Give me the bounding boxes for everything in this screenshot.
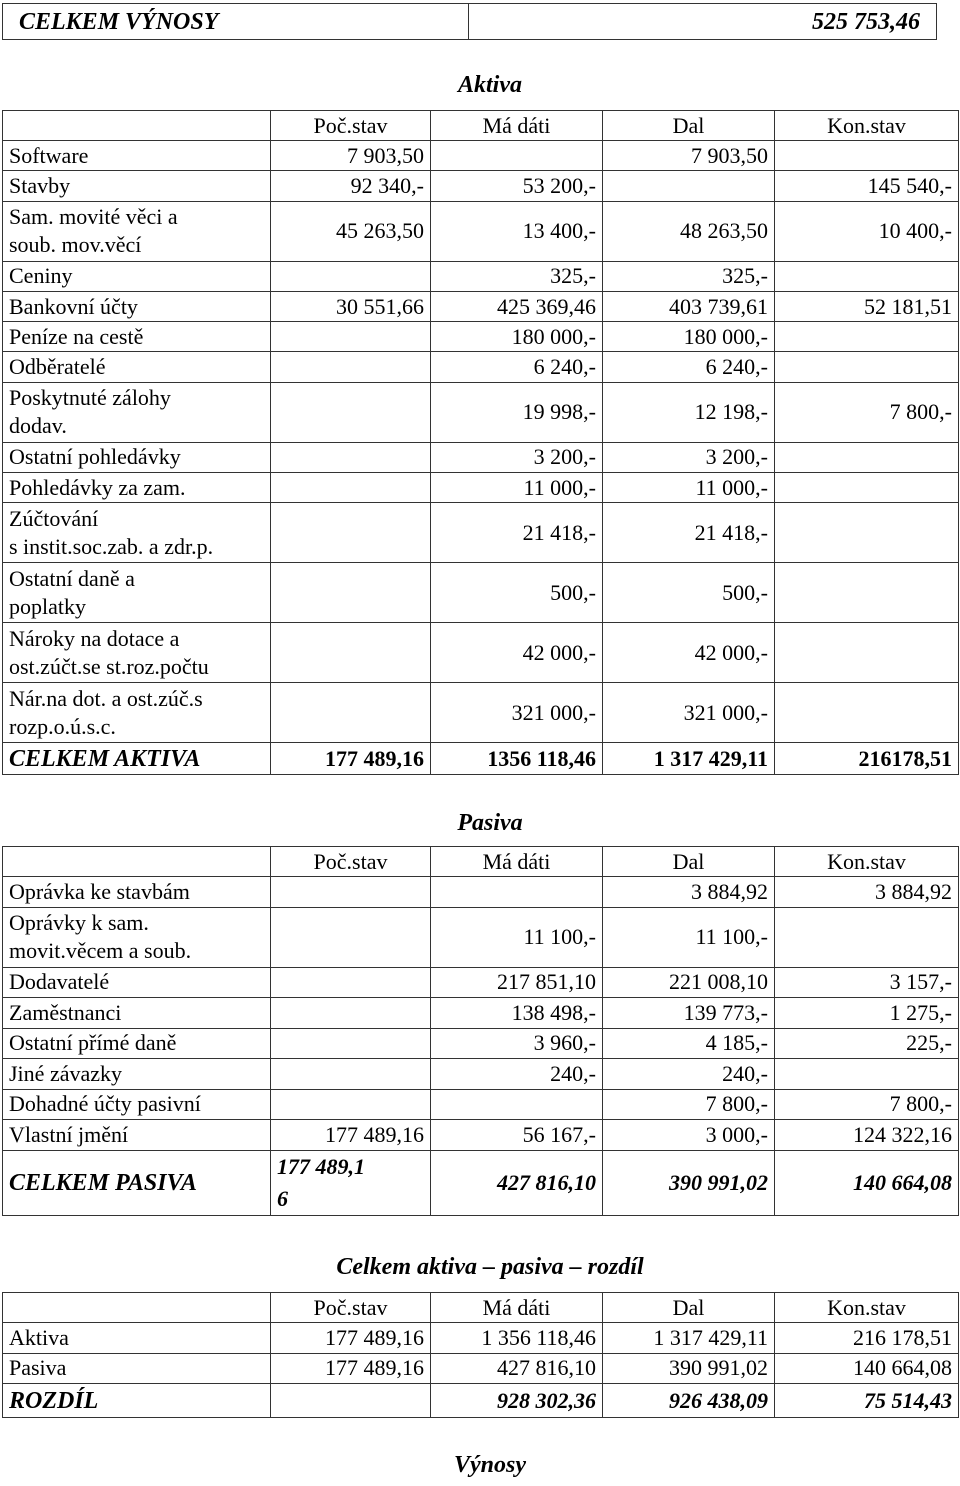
row-label-line: Dohadné účty pasivní: [9, 1091, 201, 1117]
dal-cell: 7 800,-: [603, 1089, 775, 1120]
celkem-vynosy-value: 525 753,46: [469, 4, 937, 40]
ma-dati-cell: [431, 877, 603, 908]
column-header: Má dáti: [431, 111, 603, 141]
table-row: [3, 1120, 959, 1151]
kon-stav-cell: [775, 261, 959, 291]
row-label-line: Jiné závazky: [9, 1060, 122, 1086]
row-label-line: Pasiva: [9, 1355, 67, 1381]
table-row: [3, 442, 959, 472]
poc-stav-cell: [271, 998, 431, 1029]
table-row: [3, 291, 959, 321]
kon-stav-cell: 1 275,-: [775, 998, 959, 1029]
row-label-line: Aktiva: [9, 1324, 69, 1350]
dal-cell: 139 773,-: [603, 998, 775, 1029]
row-label-line: Ostatní pohledávky: [9, 444, 181, 470]
row-label: [3, 683, 271, 743]
table-row: [3, 382, 959, 442]
ma-dati-cell: 500,-: [431, 563, 603, 623]
dal-cell: 48 263,50: [603, 201, 775, 261]
total-dal: 390 991,02: [603, 1150, 775, 1215]
dal-cell: 3 200,-: [603, 442, 775, 472]
table-row: [3, 1059, 959, 1090]
row-label: [3, 623, 271, 683]
ma-dati-cell: 19 998,-: [431, 382, 603, 442]
row-label: [3, 322, 271, 352]
table-row: [3, 473, 959, 503]
row-label-line: Odběratelé: [9, 354, 106, 380]
ma-dati-cell: 42 000,-: [431, 623, 603, 683]
row-label-line: rozp.o.ú.s.c.: [9, 713, 116, 739]
table-row: [3, 261, 959, 291]
poc-stav-cell: [271, 503, 431, 563]
ma-dati-cell: 240,-: [431, 1059, 603, 1090]
dal-cell: 3 000,-: [603, 1120, 775, 1151]
row-label: [3, 503, 271, 563]
ma-dati-cell: 217 851,10: [431, 967, 603, 998]
kon-stav-cell: 124 322,16: [775, 1120, 959, 1151]
kon-stav-cell: [775, 442, 959, 472]
kon-stav-cell: 140 664,08: [775, 1353, 959, 1384]
ma-dati-cell: 425 369,46: [431, 291, 603, 321]
aktiva-body: [3, 111, 959, 775]
row-label: [3, 442, 271, 472]
dal-cell: 221 008,10: [603, 967, 775, 998]
row-label: [3, 141, 271, 171]
row-label-line: Ostatní daně a: [9, 565, 135, 591]
ma-dati-cell: 13 400,-: [431, 201, 603, 261]
row-label-line: Zaměstnanci: [9, 999, 122, 1025]
row-label-line: dodav.: [9, 413, 67, 439]
aktiva-title: Aktiva: [458, 72, 522, 98]
dal-cell: 4 185,-: [603, 1028, 775, 1059]
kon-stav-cell: 52 181,51: [775, 291, 959, 321]
column-header: Dal: [603, 1293, 775, 1323]
kon-stav-cell: 216 178,51: [775, 1323, 959, 1354]
dal-cell: 11 000,-: [603, 473, 775, 503]
poc-stav-cell: [271, 1028, 431, 1059]
kon-stav-cell: 3 884,92: [775, 877, 959, 908]
row-label-line: Ostatní přímé daně: [9, 1030, 177, 1056]
ma-dati-cell: [431, 1089, 603, 1120]
poc-stav-cell: [271, 967, 431, 998]
row-label: [3, 1028, 271, 1059]
kon-stav-cell: [775, 503, 959, 563]
rozdil-title: Celkem aktiva – pasiva – rozdíl: [336, 1254, 644, 1280]
dal-cell: 12 198,-: [603, 382, 775, 442]
dal-cell: [603, 171, 775, 201]
aktiva-table: [2, 110, 959, 775]
ma-dati-cell: 56 167,-: [431, 1120, 603, 1151]
kon-stav-cell: [775, 907, 959, 967]
pasiva-table: [2, 846, 959, 1216]
row-label-line: Vlastní jmění: [9, 1121, 129, 1147]
total-label: ROZDÍL: [3, 1384, 271, 1418]
dal-cell: 42 000,-: [603, 623, 775, 683]
poc-stav-cell: [271, 473, 431, 503]
kon-stav-cell: [775, 141, 959, 171]
row-label-line: Oprávky k sam.: [9, 910, 149, 935]
table-row: [3, 503, 959, 563]
poc-stav-cell: 177 489,16: [271, 1353, 431, 1384]
poc-stav-cell: [271, 623, 431, 683]
ma-dati-cell: 1 356 118,46: [431, 1323, 603, 1354]
ma-dati-cell: 6 240,-: [431, 352, 603, 382]
row-label: [3, 967, 271, 998]
table-row: [3, 141, 959, 171]
table-row: [3, 1089, 959, 1120]
total-poc-stav-line: 6: [277, 1185, 288, 1211]
row-label: [3, 1089, 271, 1120]
column-header: Poč.stav: [271, 111, 431, 141]
column-header: Poč.stav: [271, 1293, 431, 1323]
row-label-line: Nároky na dotace a: [9, 625, 180, 651]
poc-stav-cell: [271, 322, 431, 352]
poc-stav-cell: [271, 1059, 431, 1090]
ma-dati-cell: 3 960,-: [431, 1028, 603, 1059]
row-label-line: Software: [9, 142, 89, 168]
row-label: [3, 877, 271, 908]
poc-stav-cell: 177 489,16: [271, 1323, 431, 1354]
pasiva-title: Pasiva: [457, 810, 523, 836]
row-label-line: Ceniny: [9, 263, 73, 289]
total-poc-stav: 177 489,16: [271, 743, 431, 775]
row-label: [3, 1059, 271, 1090]
row-label: [3, 907, 271, 967]
column-header: Dal: [603, 847, 775, 877]
row-label-line: Poskytnuté zálohy: [9, 385, 171, 411]
kon-stav-cell: 145 540,-: [775, 171, 959, 201]
table-row: [3, 623, 959, 683]
row-label: [3, 1353, 271, 1384]
header-row: [3, 847, 959, 877]
table-row: [3, 1323, 959, 1354]
header-blank: [3, 847, 271, 877]
total-ma-dati: 427 816,10: [431, 1150, 603, 1215]
poc-stav-cell: 177 489,16: [271, 1120, 431, 1151]
ma-dati-cell: 325,-: [431, 261, 603, 291]
total-row: [3, 743, 959, 775]
ma-dati-cell: 180 000,-: [431, 322, 603, 352]
row-label-line: Peníze na cestě: [9, 323, 144, 349]
total-label: CELKEM PASIVA: [3, 1150, 271, 1215]
total-ma-dati: 1356 118,46: [431, 743, 603, 775]
row-label: [3, 261, 271, 291]
kon-stav-cell: [775, 623, 959, 683]
kon-stav-cell: [775, 352, 959, 382]
total-row: [3, 1384, 959, 1418]
row-label-line: Stavby: [9, 172, 71, 198]
ma-dati-cell: 427 816,10: [431, 1353, 603, 1384]
ma-dati-cell: 11 100,-: [431, 907, 603, 967]
table-row: [3, 967, 959, 998]
row-label-line: Dodavatelé: [9, 969, 110, 995]
total-dal: 1 317 429,11: [603, 743, 775, 775]
table-row: [3, 563, 959, 623]
row-label: [3, 1323, 271, 1354]
table-row: [3, 352, 959, 382]
row-label-line: poplatky: [9, 593, 86, 619]
row-label-line: Bankovní účty: [9, 293, 138, 319]
poc-stav-cell: [271, 442, 431, 472]
row-label-line: Oprávka ke stavbám: [9, 878, 190, 904]
poc-stav-cell: [271, 563, 431, 623]
dal-cell: 325,-: [603, 261, 775, 291]
table-row: [3, 1028, 959, 1059]
total-kon-stav: 140 664,08: [775, 1150, 959, 1215]
ma-dati-cell: [431, 141, 603, 171]
total-kon-stav: 216178,51: [775, 743, 959, 775]
row-label: [3, 291, 271, 321]
ma-dati-cell: 3 200,-: [431, 442, 603, 472]
dal-cell: 6 240,-: [603, 352, 775, 382]
kon-stav-cell: 7 800,-: [775, 382, 959, 442]
dal-cell: 21 418,-: [603, 503, 775, 563]
dal-cell: 7 903,50: [603, 141, 775, 171]
row-label-line: Zúčtování: [9, 505, 99, 531]
header-blank: [3, 111, 271, 141]
table-row: [3, 322, 959, 352]
row-label-line: Pohledávky za zam.: [9, 474, 186, 500]
total-label: CELKEM AKTIVA: [3, 743, 271, 775]
table-row: [3, 907, 959, 967]
kon-stav-cell: [775, 683, 959, 743]
dal-cell: 240,-: [603, 1059, 775, 1090]
table-row: [3, 877, 959, 908]
total-dal: 926 438,09: [603, 1384, 775, 1418]
column-header: Kon.stav: [775, 847, 959, 877]
vynosy-title: Výnosy: [454, 1452, 526, 1478]
table-row: [3, 171, 959, 201]
poc-stav-cell: [271, 352, 431, 382]
table-row: [3, 998, 959, 1029]
column-header: Dal: [603, 111, 775, 141]
poc-stav-cell: [271, 683, 431, 743]
ma-dati-cell: 11 000,-: [431, 473, 603, 503]
kon-stav-cell: [775, 1059, 959, 1090]
ma-dati-cell: 53 200,-: [431, 171, 603, 201]
row-label: [3, 382, 271, 442]
ma-dati-cell: 21 418,-: [431, 503, 603, 563]
row-label: [3, 563, 271, 623]
column-header: Kon.stav: [775, 1293, 959, 1323]
poc-stav-cell: 92 340,-: [271, 171, 431, 201]
kon-stav-cell: 225,-: [775, 1028, 959, 1059]
header-row: [3, 1293, 959, 1323]
header-blank: [3, 1293, 271, 1323]
total-poc-stav: [271, 1384, 431, 1418]
kon-stav-cell: [775, 322, 959, 352]
total-row: [3, 1150, 959, 1215]
poc-stav-cell: [271, 907, 431, 967]
dal-cell: 1 317 429,11: [603, 1323, 775, 1354]
rozdil-body: [3, 1293, 959, 1418]
row-label-line: soub. mov.věcí: [9, 232, 142, 258]
table-row: [3, 1353, 959, 1384]
dal-cell: 180 000,-: [603, 322, 775, 352]
dal-cell: 390 991,02: [603, 1353, 775, 1384]
row-label-line: s instit.soc.zab. a zdr.p.: [9, 533, 214, 559]
poc-stav-cell: 7 903,50: [271, 141, 431, 171]
total-ma-dati: 928 302,36: [431, 1384, 603, 1418]
celkem-vynosy-table: [2, 3, 937, 40]
poc-stav-cell: [271, 1089, 431, 1120]
row-label: [3, 171, 271, 201]
poc-stav-cell: [271, 261, 431, 291]
poc-stav-cell: [271, 382, 431, 442]
column-header: Kon.stav: [775, 111, 959, 141]
kon-stav-cell: 7 800,-: [775, 1089, 959, 1120]
row-label-line: Sam. movité věci a: [9, 204, 178, 230]
poc-stav-cell: [271, 877, 431, 908]
total-poc-stav: [271, 1150, 431, 1215]
dal-cell: 11 100,-: [603, 907, 775, 967]
dal-cell: 500,-: [603, 563, 775, 623]
celkem-vynosy-label: CELKEM VÝNOSY: [3, 4, 469, 40]
rozdil-table: [2, 1292, 959, 1418]
ma-dati-cell: 321 000,-: [431, 683, 603, 743]
kon-stav-cell: [775, 473, 959, 503]
row-label: [3, 352, 271, 382]
header-row: [3, 111, 959, 141]
ma-dati-cell: 138 498,-: [431, 998, 603, 1029]
dal-cell: 3 884,92: [603, 877, 775, 908]
kon-stav-cell: [775, 563, 959, 623]
pasiva-body: [3, 847, 959, 1216]
column-header: Poč.stav: [271, 847, 431, 877]
table-row: [3, 683, 959, 743]
row-label: [3, 998, 271, 1029]
column-header: Má dáti: [431, 1293, 603, 1323]
total-poc-stav-line: 177 489,1: [277, 1153, 365, 1179]
row-label-line: ost.zúčt.se st.roz.počtu: [9, 653, 209, 679]
row-label: [3, 1120, 271, 1151]
poc-stav-cell: 30 551,66: [271, 291, 431, 321]
dal-cell: 321 000,-: [603, 683, 775, 743]
row-label: [3, 201, 271, 261]
row-label: [3, 473, 271, 503]
total-kon-stav: 75 514,43: [775, 1384, 959, 1418]
poc-stav-cell: 45 263,50: [271, 201, 431, 261]
row-label-line: movit.věcem a soub.: [9, 938, 192, 963]
kon-stav-cell: 3 157,-: [775, 967, 959, 998]
row-label-line: Nár.na dot. a ost.zúč.s: [9, 685, 203, 711]
dal-cell: 403 739,61: [603, 291, 775, 321]
column-header: Má dáti: [431, 847, 603, 877]
table-row: [3, 201, 959, 261]
kon-stav-cell: 10 400,-: [775, 201, 959, 261]
